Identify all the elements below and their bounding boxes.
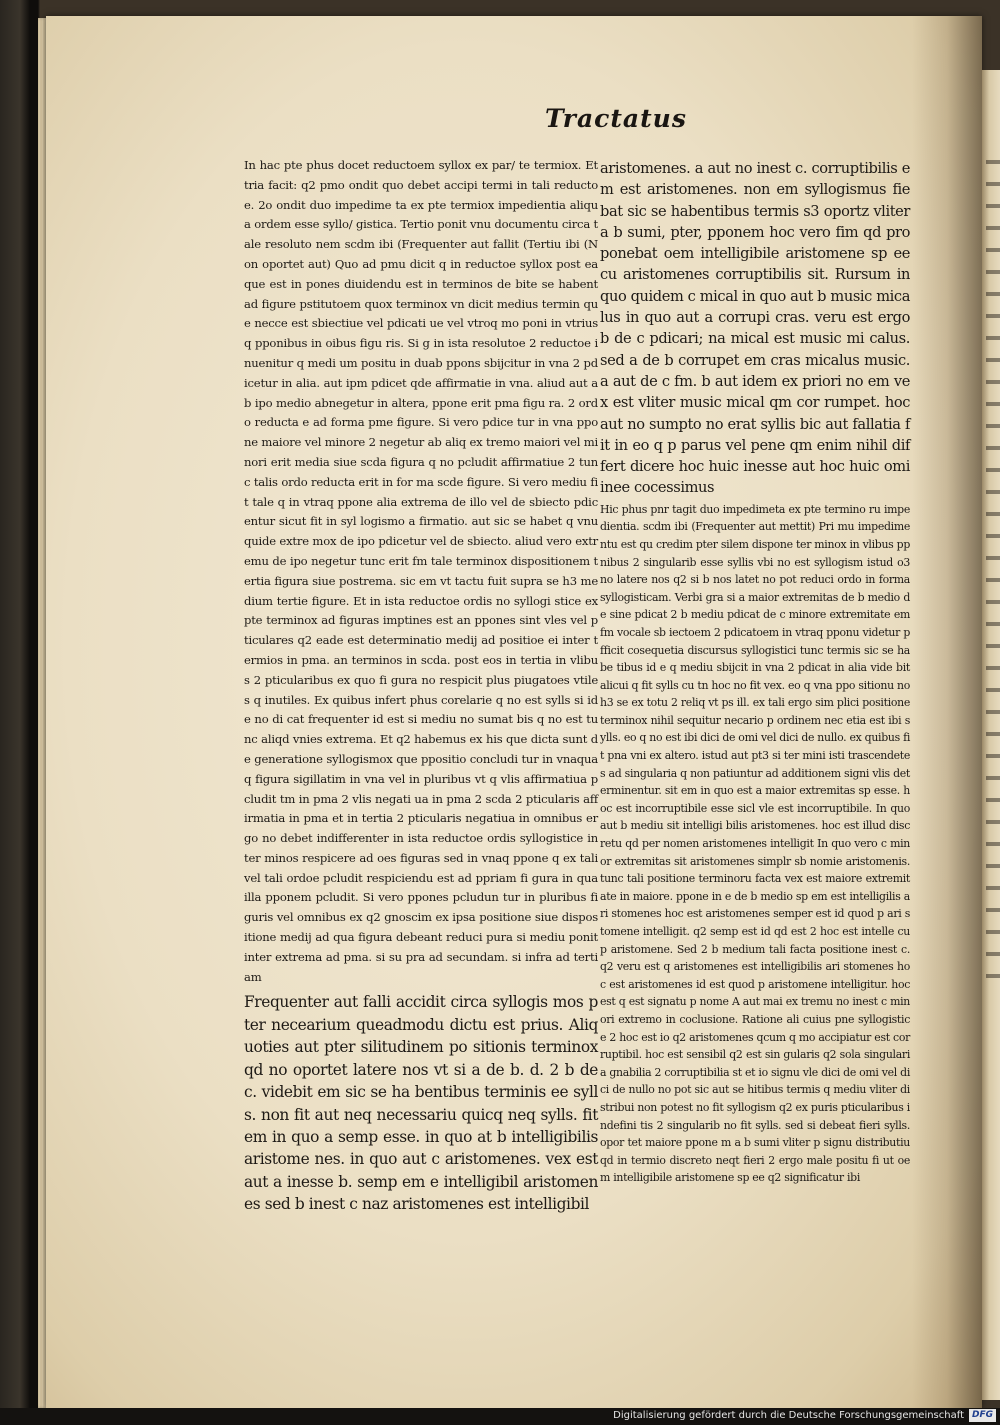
right-text-column bbox=[600, 158, 910, 1185]
aristotle-text-continuation: aristomenes. a aut no inest c. corruptibilis em est aristomenes. non em syllogismus fie bat sic se habentibus termis s3 oportz vliter a b sumi, pter, pponem hoc vero fim qd pro ponebat oem intelligibile aristomene sp ee cu aristomenes corruptibilis sit. Rursum in quo quidem c mical in quo aut b music micalus in quo aut a corrupi cras. veru est ergo b de c pdicari; na mical est music mi calus. sed a de b corrupet em cras micalus music. a aut de c fm. b aut idem ex priori no em vex est vliter music mical qm cor rumpet. hoc aut no sumpto no erat syllis bic aut fallatia fit in eo q p parus vel pene qm enim nihil differt dicere hoc huic inesse aut hoc huic omi inee cocessimus bbox=[600, 160, 910, 497]
running-title: Tractatus bbox=[545, 104, 687, 133]
gutter-shadow bbox=[912, 16, 982, 1408]
aristotle-text-paragraph: Frequenter aut falli accidit circa syllogis mos pter necearium queadmodu dictu est prius. Aliquoties aut pter silitudinem po sitionis terminox qd no oportet latere nos vt si a de b. d. 2 b de c. videbit em sic se ha bentibus terminis ee sylls. non fit aut neq necessariu quicq neq sylls. fit em in quo a semp esse. in quo at b intelligibilis aristome nes. in quo aut c aristomenes. vex est aut a inesse b. semp em e intelligibil aristomenes sed b inest c naz aristomenes est intelligibil bbox=[244, 993, 598, 1214]
dfg-logo: DFG bbox=[969, 1409, 996, 1422]
adjacent-page-text-edge bbox=[986, 160, 1000, 980]
commentary-paragraph-right: Hic phus pnr tagit duo impedimeta ex pte termino ru impedientia. scdm ibi (Frequenter aut mettit) Pri mu impedimentu est qu credim pter silem dispone ter minox in vlibus ppnibus 2 singularib esse syllis vbi no est syllogism istud o3 no latere nos q2 si b nos latet no pot reduci ordo in forma syllogisticam. Verbi gra si a maior extremitas de b medio de sine pdicat 2 b mediu pdicat de c minore extremitate em fm vocale sb iectoem 2 pdicatoem in vtraq pponu videtur pfficit cosequetia discursus syllogistici tunc termis sic se habe tibus id e q mediu sbijcit in vna 2 pdicat in alia vide bit alicui q fit sylls cu tn hoc no fit vex. eo q vna ppo sitionu no h3 se ex totu 2 reliq vt ps ill. ex tali ergo sim plici positione terminox nihil sequitur necario p ordinem nec etia est ibi sylls. eo q no est ibi dici de omi vel dici de nullo. ex quibus fit pna vni ex altero. istud aut pt3 si ter mini isti trascendetes ad singularia q non patiuntur ad additionem signi vlis determinentur. sit em in quo est a maior extremitas sp esse. hoc est incorruptibile esse sicl vle est incorruptibile. In quo aut b mediu sit intelligi bilis aristomenes. hoc est illud discretu qd per nomen aristomenes intelligit In quo vero c minor extremitas sit aristomenes simplr sb nomie aristomenis. tunc tali positione terminoru facta vex est maiore extremitate in maiore. ppone in e de b medio sp em est intelligilis ari stomenes hoc est aristomenes semper est id quod p ari stomene intelligit. q2 semp est id qd est 2 hoc est intelle cu p aristomene. Sed 2 b medium tali facta positione inest c. q2 veru est q aristomenes est intelligibilis ari stomenes hoc est aristomenes id est quod p aristomene intelligitur. hoc est q est signatu p nome A aut mai ex tremu no inest c minori extremo in coclusione. Ratione ali cuius pne syllogistice 2 hoc est io q2 aristomenes qcum q mo accipiatur est corruptibil. hoc est sensibil q2 est sin gularis q2 sola singularia gnabilia 2 corruptibilia st et io signu vle dici de omi vel dici de nullo no pot sic aut se hitibus termis q mediu vliter distribui non potest no fit syllogism q2 ex puris pticularibus indefini tis 2 singularib no fit sylls. sed si debeat fieri sylls. opor tet maiore ppone m a b sumi vliter p signu distributiu qd in termio discreto neqt fieri 2 ergo male positu fi ut oem intelligibile aristomene sp ee q2 significatur ibi bbox=[600, 502, 910, 1185]
left-text-column bbox=[244, 156, 598, 1214]
digitization-credit: Digitalisierung gefördert durch die Deutsche Forschungsgemeinschaft bbox=[613, 1410, 964, 1421]
commentary-paragraph: In hac pte phus docet reductoem syllox ex par/ te termiox. Et tria facit: q2 pmo ondit quo debet accipi termi in tali reductoe. 2o ondit duo impedime ta ex pte termiox impedientia aliqua ordem esse syllo/ gistica. Tertio ponit vnu documentu circa tale resoluto nem scdm ibi (Frequenter aut fallit (Tertiu ibi (Non oportet aut) Quo ad pmu dicit q in reductoe syllox post ea que est in pones diuidendu est in terminos de bite se habent ad figure pstitutoem quox terminox vn dicit medius termin que necce est sbiectiue vel pdicati ue vel vtroq mo poni in vtriusq pponibus in oibus figu ris. Si g in ista resolutoe 2 reductoe inuenitur q medi um positu in duab ppons sbijcitur in vna 2 pdicetur in alia. aut ipm pdicet qde affirmatie in vna. aliud aut ab ipo medio abnegetur in altera, ppone erit pma figu ra. 2 ordo reducta e ad forma pme figure. Si vero pdice tur in vna ppone maiore vel minore 2 negetur ab aliq ex tremo maiori vel minori erit media siue scda figura q no pcludit affirmatiue 2 tunc talis ordo reducta erit in for ma scde figure. Si vero mediu fit tale q in vtraq ppone alia extrema de illo vel de sbiecto pdicentur sicut fit in syl logismo a firmatio. aut sic se habet q vnu quide extre mox de ipo pdicetur vel de sbiecto. aliud vero extremu de ipo negetur tunc erit fm tale terminox dispositionem tertia figura siue postrema. sic em vt tactu fuit supra se h3 me dium tertie figure. Et in ista reductoe ordis no syllogi stice ex pte terminox ad figuras imptines est an ppones sint vles vel pticulares q2 eade est determinatio medij ad positioe ei inter termios in pma. an terminos in scda. post eos in tertia in vlibus 2 pticularibus ex quo fi gura no respicit plus piugatoes vtiles q inutiles. Ex quibus infert phus corelarie q no est sylls si ide no di cat frequenter id est si mediu no sumat bis q no est tunc aliqd vnies extrema. Et q2 habemus ex his que dicta sunt de generatione syllogismox que ppositio concludi tur in vnaquaq figura sigillatim in vna vel in pluribus vt q vlis affirmatiua pcludit tm in pma 2 vlis negati ua in pma 2 scda 2 pticularis affirmatia in pma et in tertia 2 pticularis negatiua in omnibus ergo no debet indifferenter in ista reductoe ordis syllogistice in ter minos respicere ad oes figuras sed in vnaq ppone q ex tali vel tali ordoe pcludit respiciendu est ad ppriam fi gura in qua illa pponem pcludit. Si vero ppones pcludun tur in pluribus figuris vel omnibus ex q2 gnoscim ex ipsa positione siue dispositione medij ad qua figura debeant reduci pura si mediu ponit inter extrema ad pma. si su pra ad secundam. si infra ad tertiam bbox=[244, 158, 598, 984]
